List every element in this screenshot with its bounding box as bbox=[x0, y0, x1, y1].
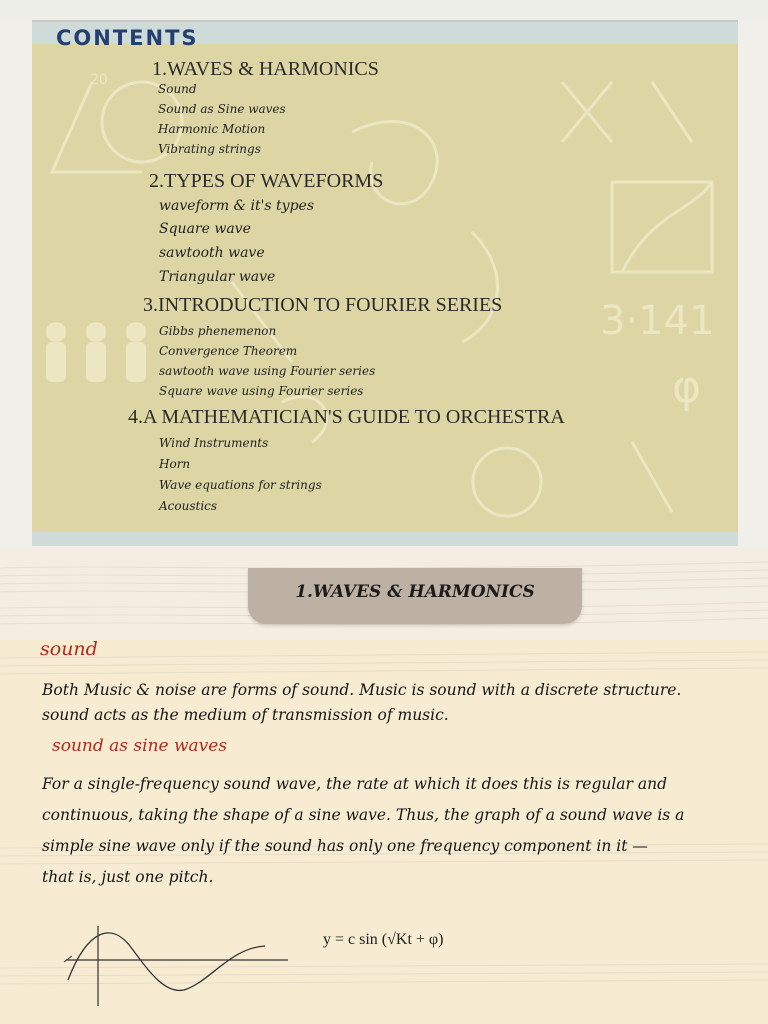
paragraph-2 bbox=[42, 769, 684, 893]
section-title-badge bbox=[248, 568, 582, 624]
pi-doodle: 3·141 bbox=[600, 298, 715, 344]
section-page bbox=[0, 548, 768, 1024]
toc-item-acoustics[interactable]: Acoustics bbox=[159, 499, 218, 513]
paragraph-1 bbox=[42, 675, 681, 731]
toc-item-wind-instruments[interactable]: Wind Instruments bbox=[159, 436, 269, 450]
toc-item-square-fourier[interactable]: Square wave using Fourier series bbox=[159, 384, 364, 398]
sine-wave-graph bbox=[60, 918, 290, 1008]
toc-item-sawtooth-wave[interactable]: sawtooth wave bbox=[159, 245, 265, 261]
toc-item-triangular-wave[interactable]: Triangular wave bbox=[159, 269, 276, 285]
toc-item-waveform-types[interactable]: waveform & it's types bbox=[159, 198, 315, 214]
contents-title: CONTENTS bbox=[56, 26, 199, 50]
toc-item-sound-sine[interactable]: Sound as Sine waves bbox=[158, 102, 286, 116]
paragraph-1-line-2: sound acts as the medium of transmission of music. bbox=[42, 706, 449, 724]
paragraph-2-line-1: For a single-frequency sound wave, the rate at which it does this is regular and bbox=[42, 775, 668, 793]
math-doodle-background bbox=[32, 22, 738, 546]
toc-item-vibrating-strings[interactable]: Vibrating strings bbox=[158, 142, 261, 156]
contents-panel bbox=[32, 20, 738, 546]
paragraph-2-line-4: that is, just one pitch. bbox=[42, 868, 214, 886]
toc-item-horn[interactable]: Horn bbox=[159, 457, 191, 471]
paragraph-1-line-1: Both Music & noise are forms of sound. Music is sound with a discrete structure. bbox=[42, 681, 682, 699]
toc-item-convergence[interactable]: Convergence Theorem bbox=[159, 344, 298, 358]
toc-section-3[interactable]: 3.INTRODUCTION TO FOURIER SERIES bbox=[143, 294, 503, 316]
toc-item-square-wave[interactable]: Square wave bbox=[159, 221, 251, 237]
paragraph-2-line-3: simple sine wave only if the sound has only one frequency component in it — bbox=[42, 837, 648, 855]
section-title: 1.WAVES & HARMONICS bbox=[295, 582, 535, 602]
toc-section-4[interactable]: 4.A MATHEMATICIAN'S GUIDE TO ORCHESTRA bbox=[128, 406, 565, 428]
toc-item-gibbs[interactable]: Gibbs phenemenon bbox=[159, 324, 277, 338]
toc-section-1[interactable]: 1.WAVES & HARMONICS bbox=[152, 58, 379, 80]
two-doodle: 20 bbox=[90, 72, 108, 88]
toc-section-2[interactable]: 2.TYPES OF WAVEFORMS bbox=[149, 170, 384, 192]
paragraph-2-line-2: continuous, taking the shape of a sine wave. Thus, the graph of a sound wave is a bbox=[42, 806, 685, 824]
phi-doodle: φ bbox=[672, 362, 702, 413]
toc-item-sawtooth-fourier[interactable]: sawtooth wave using Fourier series bbox=[159, 364, 376, 378]
heading-sound-sine-waves: sound as sine waves bbox=[52, 736, 228, 756]
sine-wave-equation: y = c sin (√Kt + φ) bbox=[323, 931, 444, 948]
toc-item-wave-equations[interactable]: Wave equations for strings bbox=[159, 478, 322, 492]
toc-item-harmonic-motion[interactable]: Harmonic Motion bbox=[158, 122, 266, 136]
contents-bottom-band bbox=[32, 532, 738, 546]
top-strip bbox=[0, 0, 768, 20]
heading-sound: sound bbox=[40, 638, 98, 660]
toc-item-sound[interactable]: Sound bbox=[158, 82, 197, 96]
